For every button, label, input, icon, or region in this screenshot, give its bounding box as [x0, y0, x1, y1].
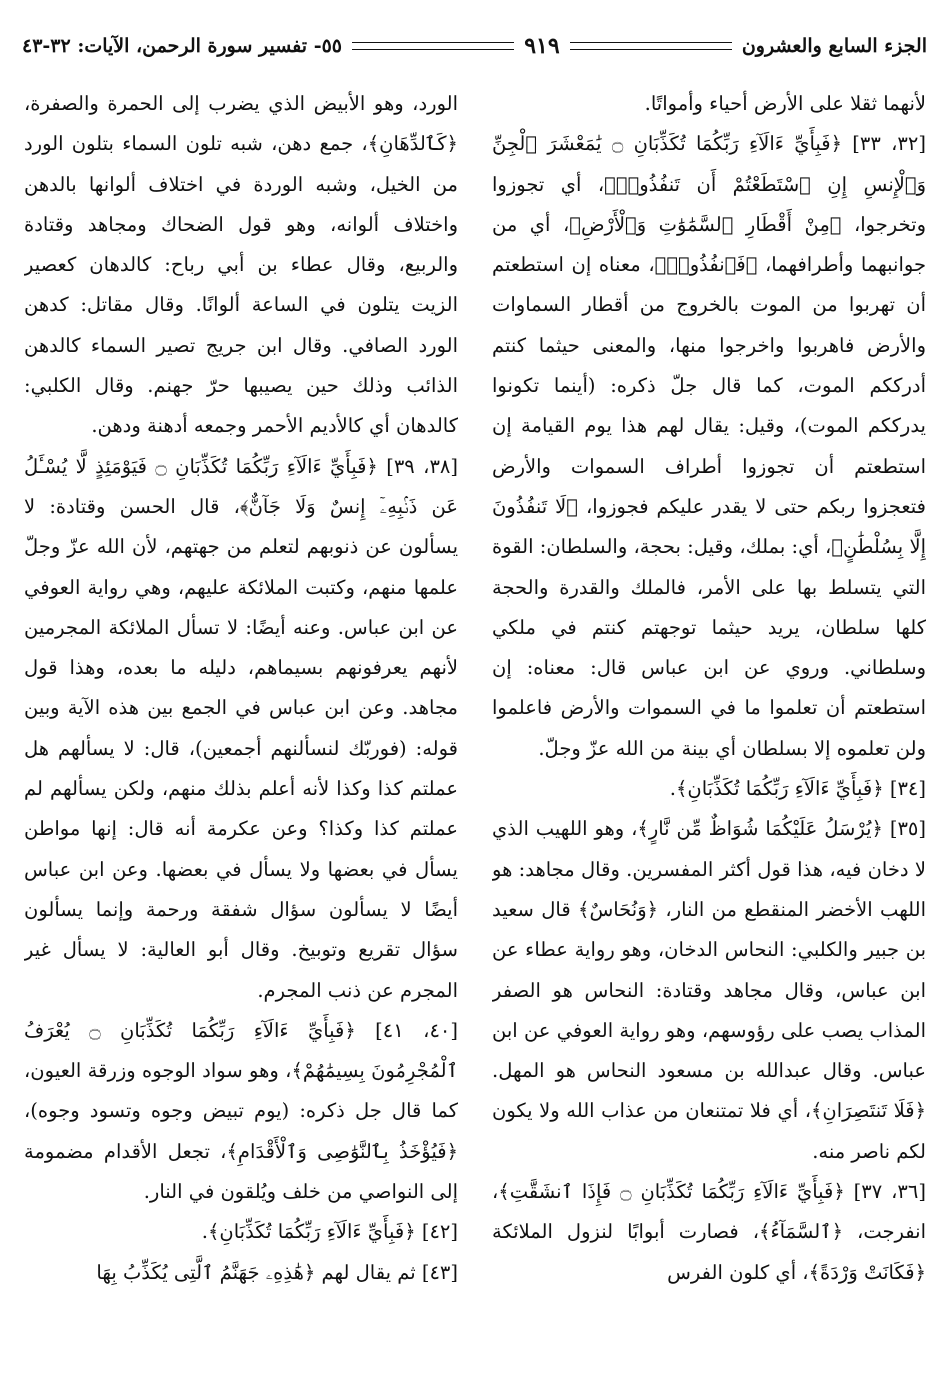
- page-number: ٩١٩: [524, 33, 560, 59]
- surah-title: ٥٥- تفسير سورة الرحمن، الآيات: ٣٢-٤٣: [21, 35, 342, 57]
- paragraph: الورد، وهو الأبيض الذي يضرب إلى الحمرة والصفرة، ﴿كَٱلدِّهَانِ﴾، جمع دهن، شبه تلون السماء بتلون الورد من الخيل، وشبه الوردة في اختلاف ألوانها بالدهن واختلاف ألوانه، وهو قول الضحاك ومجاهد وقتادة والربيع، وقال عطاء بن أبي رباح: كالدهان كعصير الزيت يتلون في الساعة ألوانًا. وقال مقاتل: كدهن الورد الصافي. وقال ابن جريج تصير السماء كالدهن الذائب وذلك حين يصيبها حرّ جهنم. وقال الكلبي: كالدهان أي كالأديم الأحمر وجمعه أدهنة ودهن.: [24, 92, 458, 438]
- part-title: الجزء السابع والعشرون: [741, 35, 927, 57]
- header-rule-right: [570, 42, 732, 50]
- paragraph: [٤٣] ثم يقال لهم ﴿هَٰذِهِۦ جَهَنَّمُ ٱلَّتِى يُكَذِّبُ بِهَا: [96, 1260, 458, 1284]
- paragraph: [٤٠، ٤١] ﴿فَبِأَيِّ ءَالَآءِ رَبِّكُمَا تُكَذِّبَانِ ۝ يُعْرَفُ ٱلْمُجْرِمُونَ بِسِيمَٰهُمْ﴾، وهو سواد الوجوه وزرقة العيون، كما قال جل ذكره: (يوم تبيض وجوه وتسود وجوه)، ﴿فَيُؤْخَذُ بِٱلنَّوَٰصِى وَٱلْأَقْدَامِ﴾، تجعل الأقدام مضمومة إلى النواصي من خلف ويُلقون في النار.: [24, 1018, 458, 1204]
- header-rule-left: [352, 42, 514, 50]
- paragraph: [٣٦، ٣٧] ﴿فَبِأَيِّ ءَالَآءِ رَبِّكُمَا تُكَذِّبَانِ ۝ فَإِذَا ٱنشَقَّتِ﴾، انفرجت، ﴿ٱلسَّمَآءُ﴾، فصارت أبوابًا لنزول الملائكة ﴿فَكَانَتْ وَرْدَةً﴾، أي كلون الفرس: [492, 1180, 926, 1284]
- paragraph: [٤٢] ﴿فَبِأَيِّ ءَالَآءِ رَبِّكُمَا تُكَذِّبَانِ﴾.: [201, 1220, 458, 1244]
- paragraph: [٣٢، ٣٣] ﴿فَبِأَيِّ ءَالَآءِ رَبِّكُمَا تُكَذِّبَانِ ۝ يَٰمَعْشَرَ ٱلْجِنِّ وَٱلْإِنسِ إِنِ ٱسْتَطَعْتُمْ أَن تَنفُذُوا۟﴾، أي تجوزوا وتخرجوا، ﴿مِنْ أَقْطَارِ ٱلسَّمَٰوَٰتِ وَٱلْأَرْضِ﴾، أي من جوانبهما وأطرافهما، ﴿فَٱنفُذُوا۟﴾، معناه إن استطعتم أن تهربوا من الموت بالخروج من أقطار السماوات والأرض فاهربوا واخرجوا منها، والمعنى حيثما كنتم أدرككم الموت، كما قال جلّ ذكره: (أينما تكونوا يدرككم الموت)، وقيل: يقال لهم هذا يوم القيامة إن استطعتم أن تجوزوا أطراف السموات والأرض فتعجزوا ربكم حتى لا يقدر عليكم فجوزوا، ﴿لَا تَنفُذُونَ إِلَّا بِسُلْطَٰنٍ﴾، أي: بملك، وقيل: بحجة، والسلطان: القوة التي يتسلط بها على الأمر، فالملك والقدرة والحجة كلها سلطان، يريد حيثما توجهتم كنتم في ملكي وسلطاني. وروي عن ابن عباس قال: معناه: إن استطعتم أن تعلموا ما في السموات والأرض فاعلموا ولن تعلموه إلا بسلطان أي بينة من الله عزّ وجلّ.: [492, 132, 926, 760]
- paragraph: [٣٤] ﴿فَبِأَيِّ ءَالَآءِ رَبِّكُمَا تُكَذِّبَانِ﴾.: [669, 777, 926, 801]
- page-header: [22, 26, 927, 66]
- left-column: [24, 84, 458, 1374]
- paragraph: [٣٥] ﴿يُرْسَلُ عَلَيْكُمَا شُوَاظٌ مِّن نَّارٍ﴾، وهو اللهيب الذي لا دخان فيه، هذا قول أكثر المفسرين. وقال مجاهد: هو اللهب الأخضر المنقطع من النار، ﴿وَنُحَاسٌ﴾ قال سعيد بن جبير والكلبي: النحاس الدخان، وهو رواية عطاء عن ابن عباس، وقال مجاهد وقتادة: النحاس هو الصفر المذاب يصب على رؤوسهم، وهو رواية العوفي عن ابن عباس. وقال عبدالله بن مسعود النحاس هو المهل. ﴿فَلَا تَنتَصِرَانِ﴾، أي فلا تمتنعان من عذاب الله ولا يكون لكم ناصر منه.: [492, 817, 926, 1163]
- paragraph: [٣٨، ٣٩] ﴿فَبِأَيِّ ءَالَآءِ رَبِّكُمَا تُكَذِّبَانِ ۝ فَيَوْمَئِذٍ لَّا يُسْـَٔلُ عَن ذَنۢبِهِۦٓ إِنسٌ وَلَا جَآنٌّ﴾، قال الحسن وقتادة: لا يسألون عن ذنوبهم لتعلم من جهتهم، لأن الله عزّ وجلّ علمها منهم، وكتبت الملائكة عليهم، وهي رواية العوفي عن ابن عباس. وعنه أيضًا: لا تسأل الملائكة المجرمين لأنهم يعرفونهم بسيماهم، دليله ما بعده، وهذا قول مجاهد. وعن ابن عباس في الجمع بين هذه الآية وبين قوله: (فوربّك لنسألنهم أجمعين)، قال: لا يسألهم هل عملتم كذا وكذا لأنه أعلم بذلك منهم، ولكن يسألهم لم عملتم كذا وكذا؟ وعن عكرمة أنه قال: إنها مواطن يسأل في بعضها ولا يسأل في بعضها. وعن ابن عباس أيضًا لا يسألون سؤال شفقة ورحمة وإنما يسألون سؤال تقريع وتوبيخ. وقال أبو العالية: لا يسأل غير المجرم عن ذنب المجرم.: [24, 454, 458, 1002]
- paragraph: لأنهما ثقلا على الأرض أحياء وأمواتًا.: [644, 92, 926, 115]
- right-column: [492, 84, 926, 1374]
